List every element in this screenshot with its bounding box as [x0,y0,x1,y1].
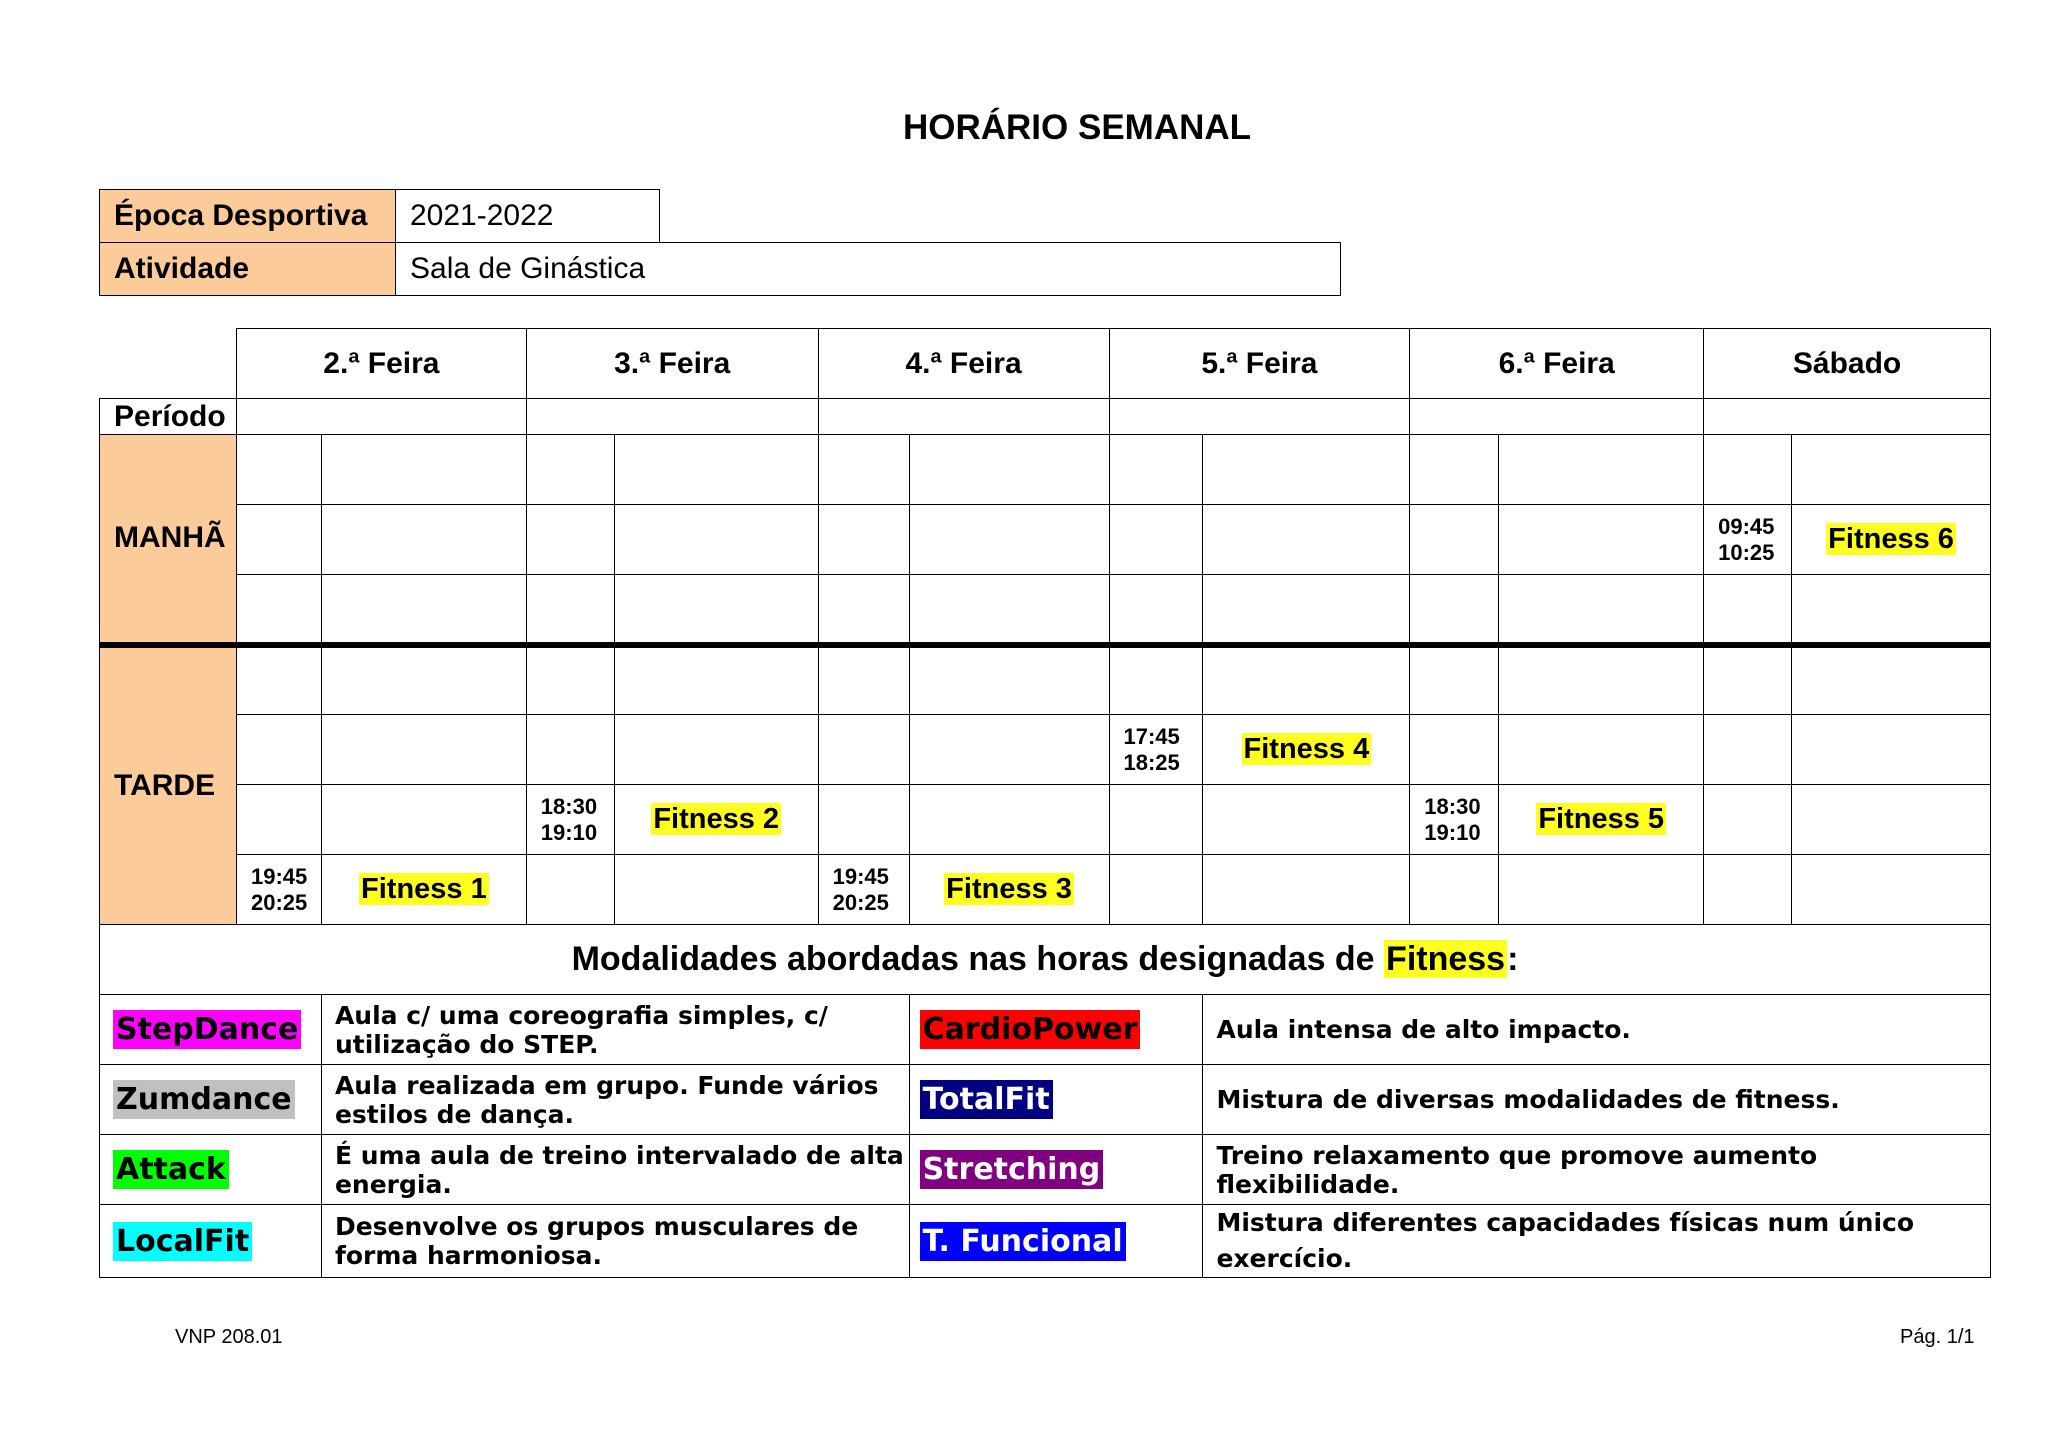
session-name: Fitness 6 [1792,505,1991,575]
document-code: VNP 208.01 [175,1326,283,1348]
day-header: 6.ª Feira [1410,329,1704,399]
epoca-value: 2021-2022 [396,190,660,243]
modality-name: Zumdance [100,1065,322,1135]
modality-name: LocalFit [100,1205,322,1278]
session-time: 18:30 19:10 [1410,785,1499,855]
period-tarde: TARDE [100,645,237,925]
session-time: 19:45 20:25 [818,855,909,925]
atividade-value: Sala de Ginástica [396,243,1341,296]
session-name: Fitness 3 [909,855,1109,925]
session-time: 18:30 19:10 [526,785,614,855]
session-time: 17:45 18:25 [1109,715,1203,785]
modality-name: CardioPower [909,995,1203,1065]
spacer-cell [660,190,1341,243]
modality-desc: Mistura diferentes capacidades físicas num único exercício. [1203,1205,1991,1278]
session-name: Fitness 1 [321,855,526,925]
modality-desc: Mistura de diversas modalidades de fitness. [1203,1065,1991,1135]
modality-name: StepDance [100,995,322,1065]
session-time: 09:45 10:25 [1704,505,1792,575]
atividade-label: Atividade [100,243,396,296]
modality-name: T. Funcional [909,1205,1203,1278]
day-header: 2.ª Feira [236,329,526,399]
session-name: Fitness 5 [1499,785,1704,855]
empty-corner [100,329,237,399]
session-time: 19:45 20:25 [236,855,321,925]
modality-name: Stretching [909,1135,1203,1205]
modality-name: TotalFit [909,1065,1203,1135]
modality-desc: É uma aula de treino intervalado de alta energia. [321,1135,909,1205]
info-table [99,189,1341,296]
periodo-label: Período [100,399,237,435]
modality-name: Attack [100,1135,322,1205]
session-name: Fitness 2 [614,785,818,855]
modality-desc: Aula realizada em grupo. Funde vários estilos de dança. [321,1065,909,1135]
day-header: 3.ª Feira [526,329,818,399]
epoca-label: Época Desportiva [100,190,396,243]
session-name: Fitness 4 [1203,715,1410,785]
modalities-heading: Modalidades abordadas nas horas designadas de Fitness: [100,925,1991,995]
period-manha: MANHÃ [100,435,237,645]
modality-desc: Desenvolve os grupos musculares de forma harmoniosa. [321,1205,909,1278]
modality-desc: Treino relaxamento que promove aumento flexibilidade. [1203,1135,1991,1205]
day-header: 4.ª Feira [818,329,1109,399]
day-header: 5.ª Feira [1109,329,1410,399]
day-header: Sábado [1704,329,1991,399]
modality-desc: Aula intensa de alto impacto. [1203,995,1991,1065]
schedule-table [99,328,1991,1278]
page-title: HORÁRIO SEMANAL [902,108,1252,147]
modality-desc: Aula c/ uma coreografia simples, c/ utilização do STEP. [321,995,909,1065]
page-number: Pág. 1/1 [1900,1326,1975,1348]
